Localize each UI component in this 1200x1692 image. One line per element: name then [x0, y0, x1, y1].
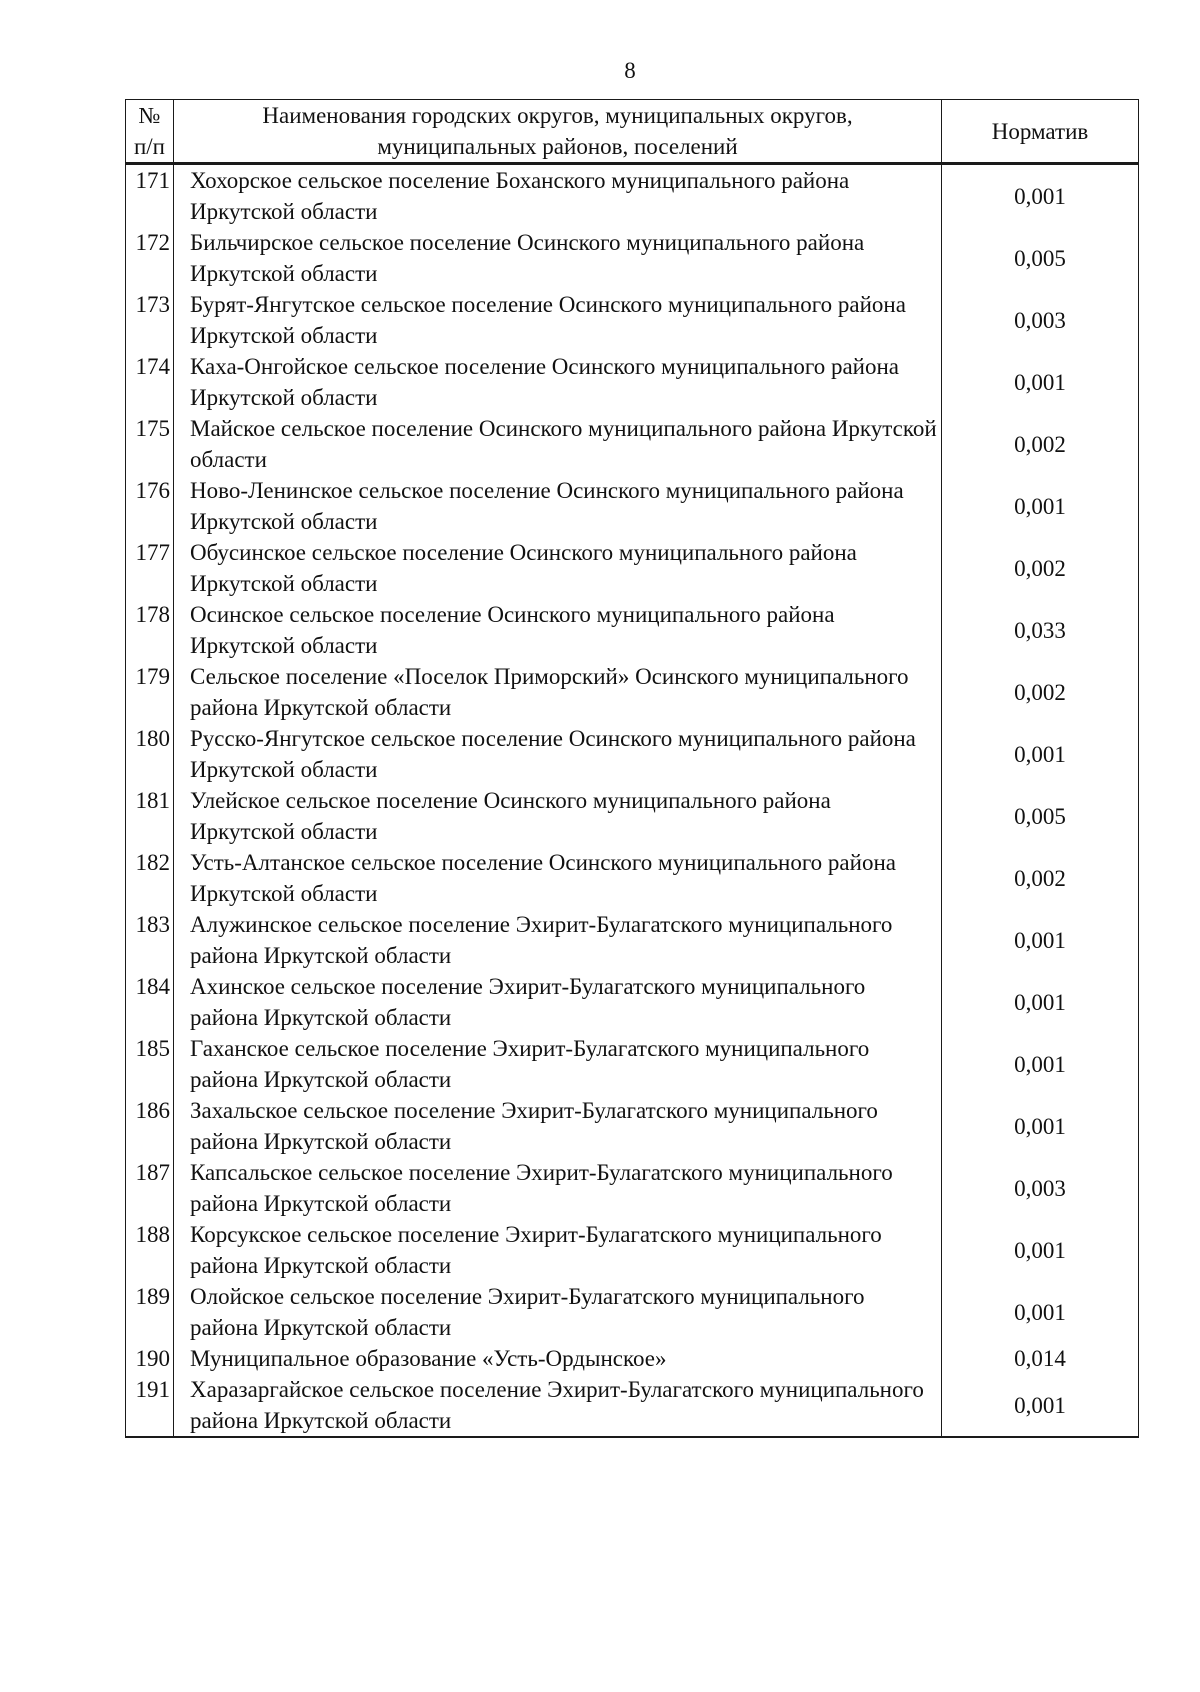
row-number: 177 — [126, 537, 174, 599]
header-value: Норматив — [942, 100, 1139, 164]
row-value: 0,005 — [942, 227, 1139, 289]
row-number: 186 — [126, 1095, 174, 1157]
row-name: Майское сельское поселение Осинского муниципального района Иркутской области — [174, 413, 942, 475]
row-number: 187 — [126, 1157, 174, 1219]
table-row — [126, 723, 1139, 785]
table-row — [126, 164, 1139, 228]
row-name: Сельское поселение «Поселок Приморский» Осинского муниципального района Иркутской области — [174, 661, 942, 723]
row-value: 0,001 — [942, 1281, 1139, 1343]
row-number: 171 — [126, 164, 174, 228]
row-number: 183 — [126, 909, 174, 971]
row-number: 189 — [126, 1281, 174, 1343]
table-row — [126, 1157, 1139, 1219]
row-number: 179 — [126, 661, 174, 723]
row-name: Муниципальное образование «Усть-Ордынское» — [174, 1343, 942, 1374]
row-value: 0,002 — [942, 413, 1139, 475]
table-row — [126, 1343, 1139, 1374]
row-name: Алужинское сельское поселение Эхирит-Булагатского муниципального района Иркутской области — [174, 909, 942, 971]
row-number: 173 — [126, 289, 174, 351]
row-number: 188 — [126, 1219, 174, 1281]
table-row — [126, 785, 1139, 847]
row-name: Бильчирское сельское поселение Осинского муниципального района Иркутской области — [174, 227, 942, 289]
table-row — [126, 1281, 1139, 1343]
table-row — [126, 909, 1139, 971]
row-name: Улейское сельское поселение Осинского муниципального района Иркутской области — [174, 785, 942, 847]
row-value: 0,001 — [942, 164, 1139, 228]
row-number: 178 — [126, 599, 174, 661]
row-number: 184 — [126, 971, 174, 1033]
row-number: 176 — [126, 475, 174, 537]
row-number: 185 — [126, 1033, 174, 1095]
table-row — [126, 847, 1139, 909]
row-name: Харазаргайское сельское поселение Эхирит-Булагатского муниципального района Иркутской области — [174, 1374, 942, 1437]
row-number: 191 — [126, 1374, 174, 1437]
row-value: 0,001 — [942, 723, 1139, 785]
row-value: 0,002 — [942, 537, 1139, 599]
row-value: 0,014 — [942, 1343, 1139, 1374]
row-value: 0,002 — [942, 661, 1139, 723]
row-value: 0,001 — [942, 1374, 1139, 1437]
table-header-row — [126, 100, 1139, 164]
row-name: Каха-Онгойское сельское поселение Осинского муниципального района Иркутской области — [174, 351, 942, 413]
row-name: Усть-Алтанское сельское поселение Осинского муниципального района Иркутской области — [174, 847, 942, 909]
row-name: Капсальское сельское поселение Эхирит-Булагатского муниципального района Иркутской области — [174, 1157, 942, 1219]
row-name: Ново-Ленинское сельское поселение Осинского муниципального района Иркутской области — [174, 475, 942, 537]
table-row — [126, 537, 1139, 599]
table-row — [126, 351, 1139, 413]
header-name: Наименования городских округов, муниципальных округов, муниципальных районов, поселений — [174, 100, 942, 164]
row-number: 181 — [126, 785, 174, 847]
header-number-abbr: п/п — [133, 134, 165, 159]
row-number: 175 — [126, 413, 174, 475]
row-value: 0,033 — [942, 599, 1139, 661]
header-number-symbol: № — [138, 103, 161, 128]
row-number: 190 — [126, 1343, 174, 1374]
table-row — [126, 1095, 1139, 1157]
table-row — [126, 289, 1139, 351]
table-row — [126, 661, 1139, 723]
row-value: 0,005 — [942, 785, 1139, 847]
row-value: 0,002 — [942, 847, 1139, 909]
row-value: 0,001 — [942, 1219, 1139, 1281]
row-value: 0,003 — [942, 289, 1139, 351]
row-name: Гаханское сельское поселение Эхирит-Булагатского муниципального района Иркутской области — [174, 1033, 942, 1095]
row-name: Русско-Янгутское сельское поселение Осинского муниципального района Иркутской области — [174, 723, 942, 785]
row-value: 0,001 — [942, 1033, 1139, 1095]
table-row — [126, 971, 1139, 1033]
row-value: 0,003 — [942, 1157, 1139, 1219]
row-name: Хохорское сельское поселение Боханского муниципального района Иркутской области — [174, 164, 942, 228]
table-row — [126, 599, 1139, 661]
row-name: Корсукское сельское поселение Эхирит-Булагатского муниципального района Иркутской области — [174, 1219, 942, 1281]
table-row — [126, 1219, 1139, 1281]
row-name: Олойское сельское поселение Эхирит-Булагатского муниципального района Иркутской области — [174, 1281, 942, 1343]
table-row — [126, 413, 1139, 475]
row-name: Бурят-Янгутское сельское поселение Осинского муниципального района Иркутской области — [174, 289, 942, 351]
row-number: 182 — [126, 847, 174, 909]
normative-table — [125, 99, 1139, 1438]
row-number: 180 — [126, 723, 174, 785]
row-name: Захальское сельское поселение Эхирит-Булагатского муниципального района Иркутской области — [174, 1095, 942, 1157]
row-name: Осинское сельское поселение Осинского муниципального района Иркутской области — [174, 599, 942, 661]
row-name: Ахинское сельское поселение Эхирит-Булагатского муниципального района Иркутской области — [174, 971, 942, 1033]
row-value: 0,001 — [942, 909, 1139, 971]
page-number: 8 — [624, 58, 636, 83]
row-value: 0,001 — [942, 475, 1139, 537]
row-value: 0,001 — [942, 971, 1139, 1033]
header-number — [126, 100, 174, 164]
row-name: Обусинское сельское поселение Осинского муниципального района Иркутской области — [174, 537, 942, 599]
row-value: 0,001 — [942, 1095, 1139, 1157]
row-value: 0,001 — [942, 351, 1139, 413]
row-number: 172 — [126, 227, 174, 289]
row-number: 174 — [126, 351, 174, 413]
table-row — [126, 1374, 1139, 1437]
table-row — [126, 227, 1139, 289]
table-row — [126, 475, 1139, 537]
table-row — [126, 1033, 1139, 1095]
